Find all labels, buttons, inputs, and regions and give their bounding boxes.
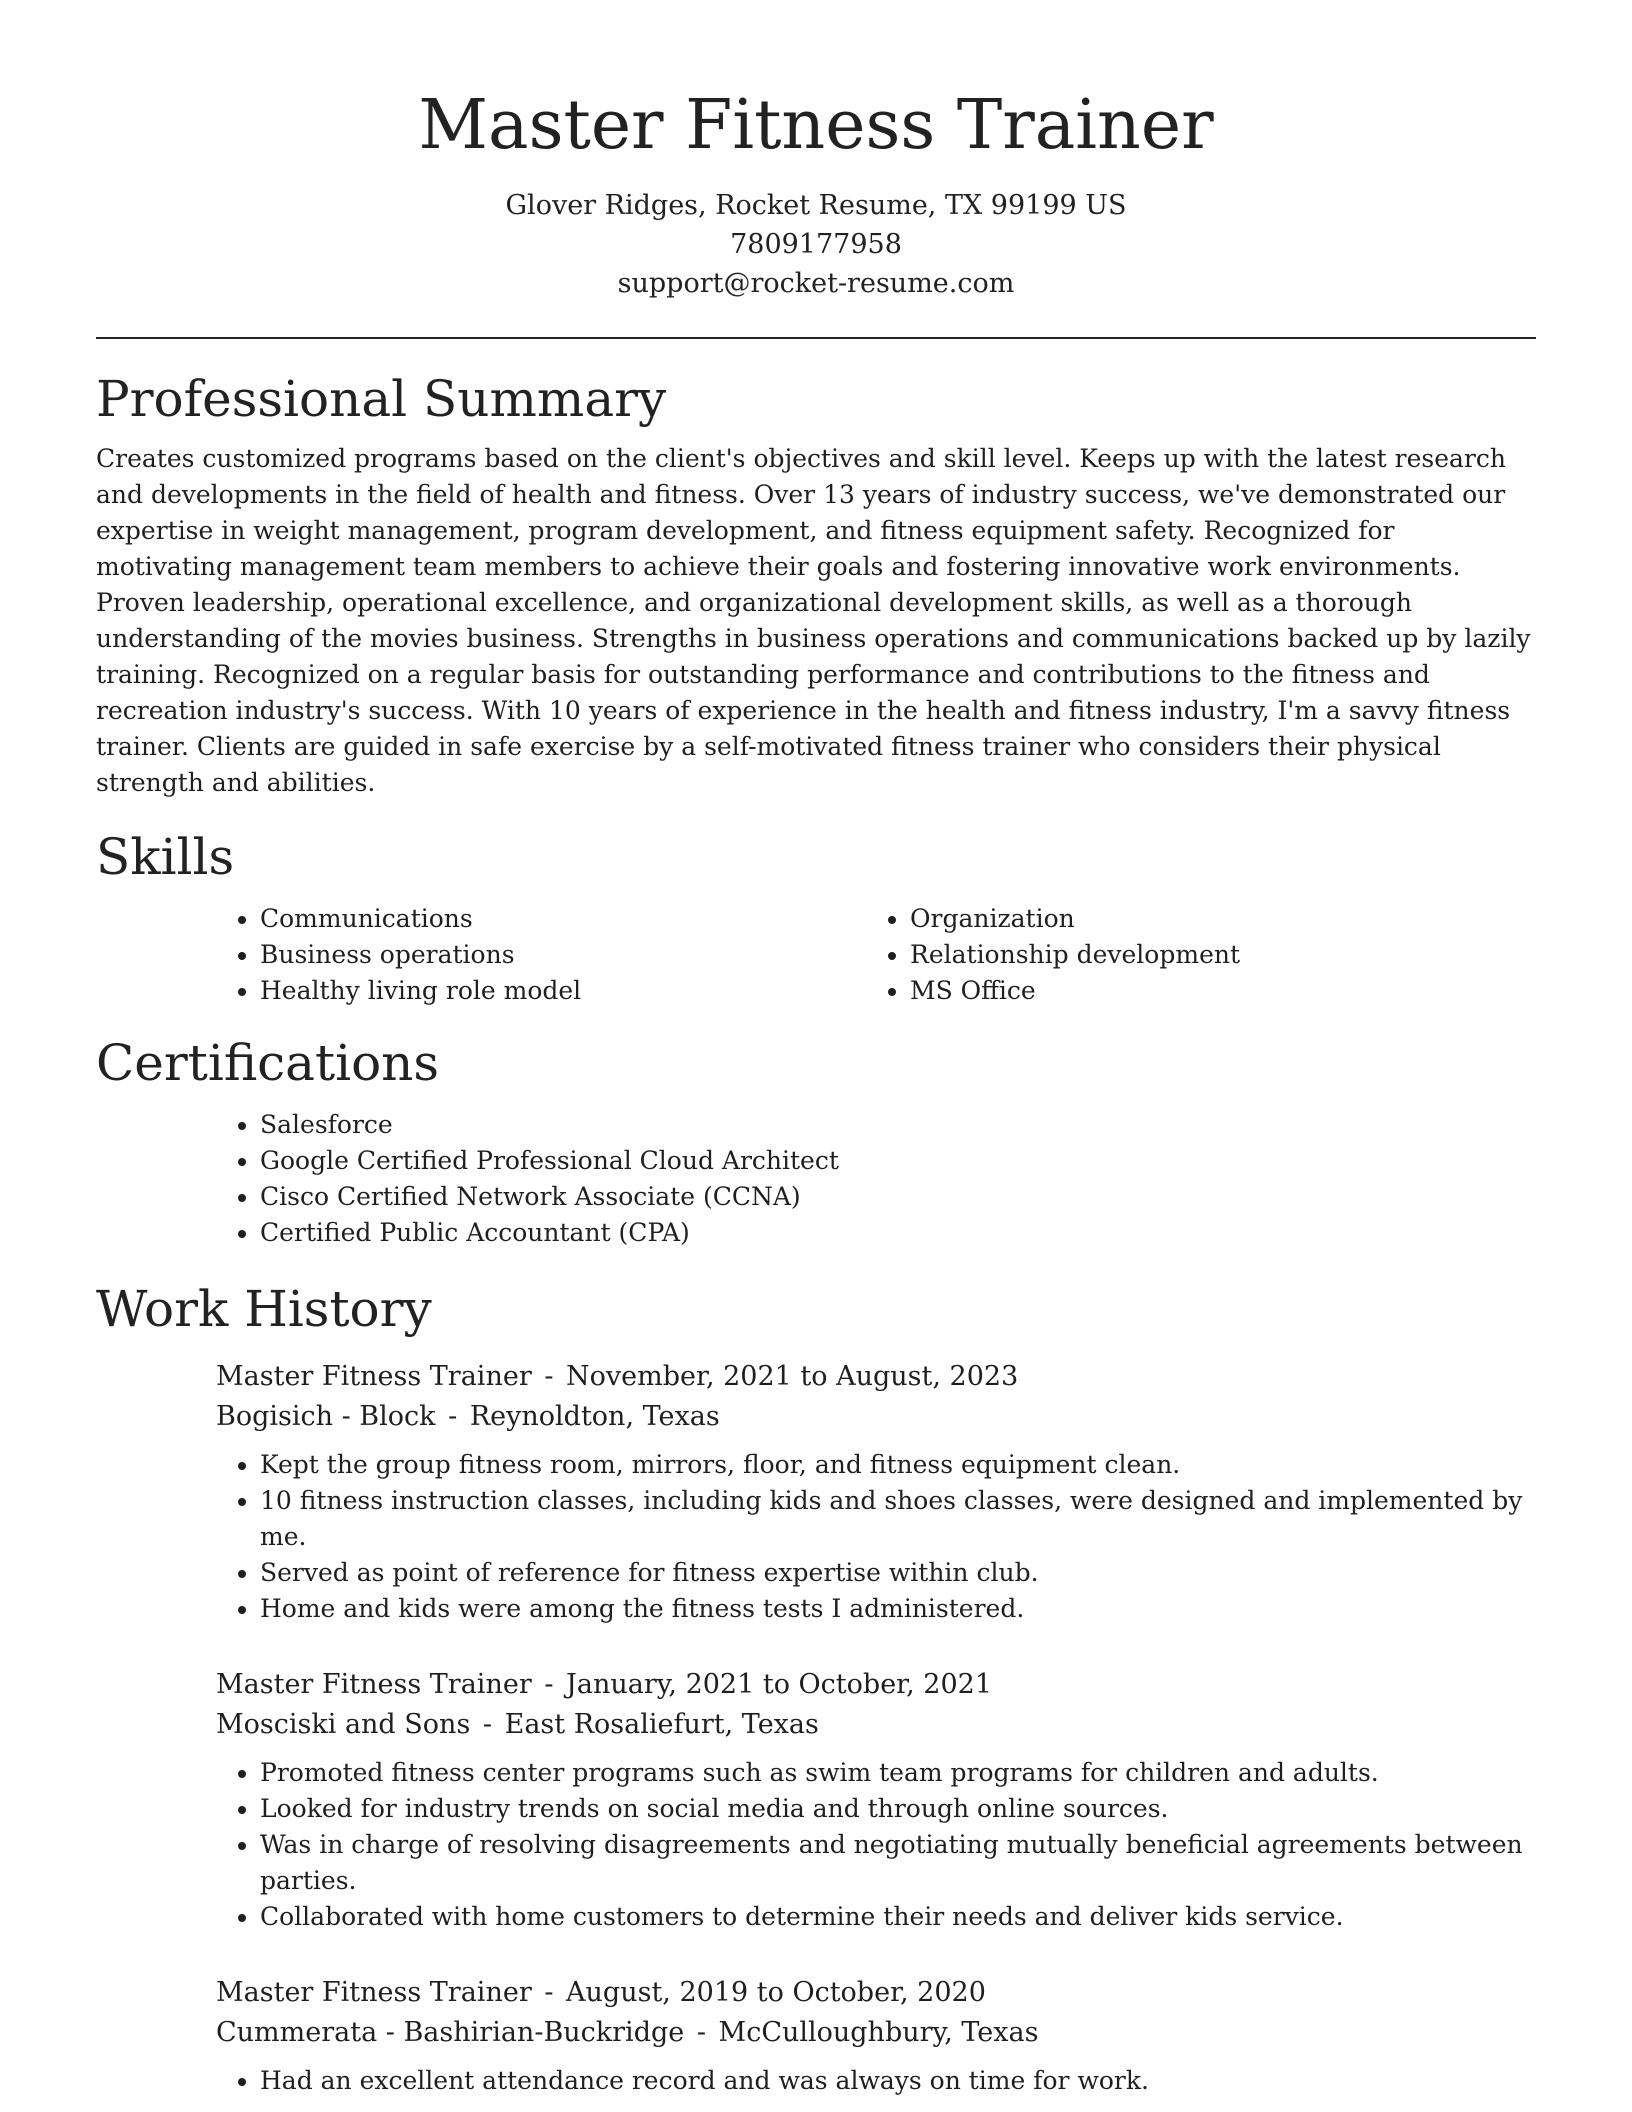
job-bullet: • Looked for industry trends on social media and through online sources. (260, 1791, 1536, 1827)
job-title-line: Master Fitness Trainer - August, 2019 to October, 2020 (216, 1977, 986, 2008)
job-dates: November, 2021 to August, 2023 (566, 1361, 1019, 1392)
address: Glover Ridges, Rocket Resume, TX 99199 US (505, 190, 1127, 221)
resume-page (96, 0, 1536, 2099)
job-title-line: Master Fitness Trainer - January, 2021 to October, 2021 (216, 1669, 992, 1700)
skill-item: • Healthy living role model (260, 973, 866, 1009)
job-bullets (216, 2063, 1536, 2099)
job-location: East Rosaliefurt, Texas (504, 1709, 819, 1740)
certifications-list (216, 1107, 1536, 1251)
job-bullets (216, 1755, 1536, 1935)
header-divider (96, 337, 1536, 339)
job-company-line: Mosciski and Sons - East Rosaliefurt, Texas (216, 1709, 819, 1740)
job-bullet: • Served as point of reference for fitness expertise within club. (260, 1555, 1536, 1591)
job-bullet: • Had an excellent attendance record and was always on time for work. (260, 2063, 1536, 2099)
skills-heading: Skills (96, 828, 235, 886)
job-company-line: Cummerata - Bashirian-Buckridge - McCulloughbury, Texas (216, 2017, 1039, 2048)
job-dates: August, 2019 to October, 2020 (566, 1977, 986, 2008)
certification-item: • Cisco Certified Network Associate (CCNA) (260, 1179, 1536, 1215)
skills-grid (216, 901, 1536, 1009)
job-bullet: • Collaborated with home customers to determine their needs and deliver kids service. (260, 1899, 1536, 1935)
job-company-line: Bogisich - Block - Reynoldton, Texas (216, 1401, 720, 1432)
job-entry (216, 1665, 1536, 1935)
job-entry (216, 1973, 1536, 2099)
skill-item: • Business operations (260, 937, 866, 973)
job-company: Bogisich - Block (216, 1401, 436, 1432)
job-bullet: • Was in charge of resolving disagreements and negotiating mutually beneficial agreements between parties. (260, 1827, 1536, 1899)
contact-info (96, 186, 1536, 303)
job-bullet: • Home and kids were among the fitness tests I administered. (260, 1591, 1536, 1627)
job-bullets (216, 1447, 1536, 1627)
skills-column-right (866, 901, 1516, 1009)
summary-section (96, 369, 1536, 801)
job-company: Cummerata - Bashirian-Buckridge (216, 2017, 685, 2048)
job-title: Master Fitness Trainer (216, 1977, 532, 2008)
certifications-section (96, 1033, 1536, 1251)
job-dates: January, 2021 to October, 2021 (566, 1669, 992, 1700)
skill-item: • Relationship development (910, 937, 1516, 973)
skills-column-left (216, 901, 866, 1009)
job-title: Master Fitness Trainer (216, 1361, 532, 1392)
job-location: McCulloughbury, Texas (718, 2017, 1039, 2048)
skill-item: • MS Office (910, 973, 1516, 1009)
work-history-heading: Work History (96, 1280, 432, 1338)
job-company: Mosciski and Sons (216, 1709, 471, 1740)
candidate-name: Master Fitness Trainer (418, 86, 1214, 165)
certification-item: • Certified Public Accountant (CPA) (260, 1215, 1536, 1251)
certification-item: • Google Certified Professional Cloud Architect (260, 1143, 1536, 1179)
certification-item: • Salesforce (260, 1107, 1536, 1143)
resume-header (96, 0, 1536, 303)
skill-item: • Communications (260, 901, 866, 937)
job-location: Reynoldton, Texas (469, 1401, 720, 1432)
certifications-heading: Certifications (96, 1034, 440, 1092)
email-address: support@rocket-resume.com (617, 268, 1015, 299)
skills-section (96, 827, 1536, 1009)
job-entry (216, 1357, 1536, 1627)
phone-number: 7809177958 (730, 229, 902, 260)
job-title: Master Fitness Trainer (216, 1669, 532, 1700)
summary-text: Creates customized programs based on the client's objectives and skill level. Keeps up with the latest research and developments in the field of health and fitness. Over 13 years of industry success, we've demonstrated our expertise in weight management, program development, and fitness equipment safety. Recognized for motivating management team members to achieve their goals and fostering innovative work environments. Proven leadership, operational excellence, and organizational development skills, as well as a thorough understanding of the movies business. Strengths in business operations and communications backed up by lazily training. Recognized on a regular basis for outstanding performance and contributions to the fitness and recreation industry's success. With 10 years of experience in the health and fitness industry, I'm a savvy fitness trainer. Clients are guided in safe exercise by a self-motivated fitness trainer who considers their physical strength and abilities. (96, 444, 1531, 797)
job-bullet: • 10 fitness instruction classes, including kids and shoes classes, were designed and implemented by me. (260, 1483, 1536, 1555)
job-bullet: • Promoted fitness center programs such as swim team programs for children and adults. (260, 1755, 1536, 1791)
job-bullet: • Kept the group fitness room, mirrors, floor, and fitness equipment clean. (260, 1447, 1536, 1483)
work-history-section (96, 1279, 1536, 2099)
skill-item: • Organization (910, 901, 1516, 937)
summary-heading: Professional Summary (96, 370, 667, 428)
job-title-line: Master Fitness Trainer - November, 2021 to August, 2023 (216, 1361, 1019, 1392)
